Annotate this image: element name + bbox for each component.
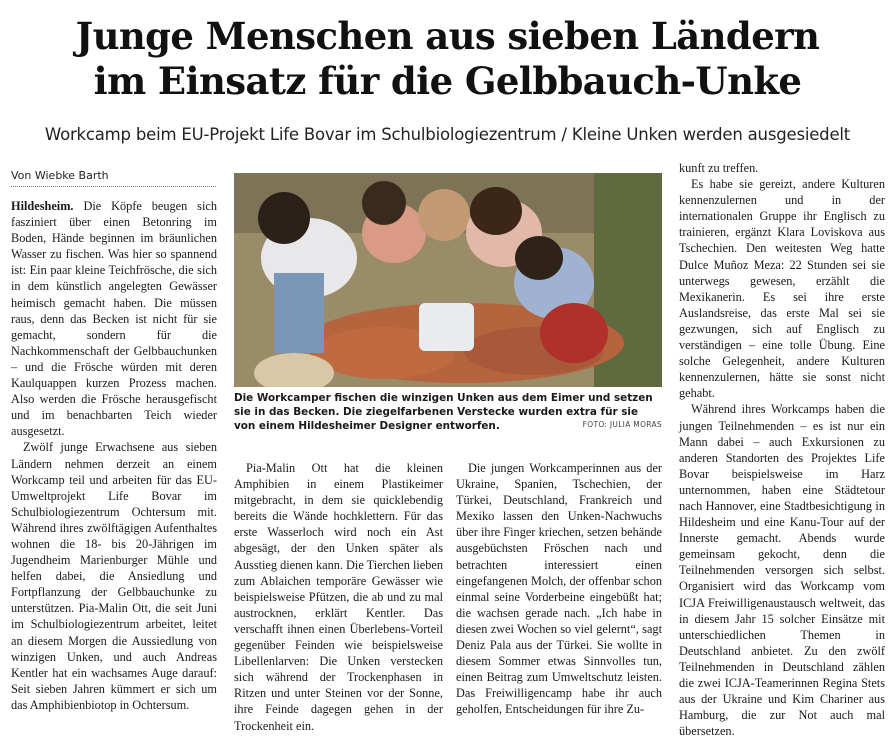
article-column-3 — [456, 460, 662, 718]
paragraph: kunft zu treffen. — [679, 161, 759, 175]
photo-caption: Die Workcamper fischen die winzigen Unken aus dem Eimer und setzen sie in das Becken. Die ziegelfarbenen Verstecke wurden extra für sie von einem Hildesheimer Designer entworfen. — [234, 392, 653, 432]
subheadline: Workcamp beim EU-Projekt Life Bovar im Schulbiologiezentrum / Kleine Unken werden ausgesiedelt — [44, 125, 851, 144]
article-column-2 — [234, 460, 443, 734]
paragraph: Während ihres Workcamps haben die jungen Teilnehmenden – es ist nur ein Mann dabei – auch Exkursionen zu anderen Standorten des Projektes Life Bovar beispielsweise im Harz unternommen, haben eine Städtetour nach Hannover, eine Stadtbesichtigung in Hildesheim und eine Kanu-Tour auf der Innerste gemacht. Abends wurde gemeinsam gekocht, denn die Teilnehmenden versorgen sich selbst. Organisiert wird das Workcamp vom ICJA Freiwilligenaustausch weltweit, das in diesem Jahr 15 solcher Einsätze mit unterschiedlichen Themen in Deutschland anbietet. Zu den zwölf Teilnehmenden in Deutschland zählen die zwei ICJA-Teamerinnen Regina Stets aus der Ukraine und Kim Chariner aus Hamburg, die zur Not auch mal übersetzen. — [679, 402, 885, 739]
paragraph-text: Die Köpfe beugen sich fasziniert über einen Betonring im Boden, Hände beginnen im bräunlichen Wasser zu fischen. Was hier so spannend ist: Ein paar kleine Teichfrösche, die sich in dem künstlich angelegten Gewässer heimisch gemacht haben. Die müssen raus, denn das Becken ist nicht für sie gemacht, sondern für die Nachkommenschaft der Gelbbauchunken – und die Frösche würden mit deren Kaulquappen kurzen Prozess machen. Also werden die Frösche herausgefischt und im benachbarten Teich wieder ausgesetzt. — [11, 199, 217, 439]
photo-credit: FOTO: JULIA MORAS — [582, 420, 662, 429]
paragraph: Die jungen Workcamperinnen aus der Ukraine, Spanien, Tschechien, der Türkei, Deutschland, Frankreich und Mexiko lassen den Unken-Nachwuchs über ihre Finger kriechen, setzen behände ausgebüchsten Fröschen nach und betrachten interessiert einen eingefangenen Molch, der offenbar schon einmal seine Vorderbeine eingebüßt hat; die wachsen gerade nach. „Ich habe in diesen zwei Wochen so viel gelernt“, sagt Deniz Pala aus der Türkei. Sie wollte in diesem Sommer etwas Sinnvolles tun, einen Beitrag zum Umweltschutz leisten. Das Freiwilligencamp habe ihr auch geholfen, Entscheidungen für ihre Zu- — [456, 461, 662, 717]
dateline: Hildesheim. — [11, 199, 74, 213]
photo-illustration — [234, 173, 662, 387]
paragraph: Pia-Malin Ott hat die kleinen Amphibien in einem Plastikeimer mitgebracht, in dem sie quicklebendig bereits die Wände hochklettern. Für das erste Wasserloch wird noch ein Ast abgesägt, der den Unken später als Ausstieg dienen kann. Die Tierchen lieben zum Ablaichen temporäre Gewässer wie beispielsweise Pfützen, die ab und zu mal austrocknen, erklärt Kentler. Das verschafft ihnen einen Überlebens-Vorteil gegenüber Feinden wie beispielsweise Libellenlarven: Die Unken verstecken sich während der Trockenphasen in Ritzen und unter Steinen vor der Sonne, ihre Feinde dagegen gehen in der Trockenheit ein. — [234, 461, 444, 733]
paragraph — [11, 198, 217, 439]
paragraph: Es habe sie gereizt, andere Kulturen kennenzulernen und in der internationalen Gruppe ihr Englisch zu trainieren, ergänzt Klara Loviskova aus Tschechien. Den weitesten Weg hatte Dulce Muñoz Meza: 22 Stunden sei sie unterwegs gewesen, erzählt die Mexikanerin. Es sei ihre erste Auslandsreise, das erste Mal sei sie gezwungen, sich auf Englisch zu verständigen – eine tolle Übung. Eine solche Gelegenheit, andere Kulturen kennenzulernen, hätte sie sonst nicht gehabt. — [679, 177, 885, 401]
byline: Von Wiebke Barth — [11, 169, 216, 187]
paragraph: Zwölf junge Erwachsene aus sieben Ländern nehmen derzeit an einem Workcamp teil und arbeiten für das EU-Umweltprojekt Life Bovar im Schulbiologiezentrum Ochtersum mit. Während ihres zwölftägigen Aufenthaltes wohnen die 18- bis 20-Jährigen im Jugendheim Marienburger Mühle und helfen dabei, die Ansiedlung und Fortpflanzung der Gelbbauchunke zu unterstützen. Pia-Malin Ott, die seit Juni im Schulbiologiezentrum arbeitet, leitet an diesem Morgen die Aussiedlung von winzigen Unken, und auch Andreas Kentler hat ein wachsames Auge darauf: Seit sieben Jahren kümmert er sich um das Amphibienbiotop in Ochtersum. — [11, 440, 217, 712]
article-column-4 — [679, 160, 885, 739]
article-photo — [234, 173, 662, 387]
headline-line-2: im Einsatz für die Gelbbauch-Unke — [93, 59, 802, 103]
article-column-1 — [11, 198, 217, 713]
headline — [0, 14, 895, 104]
headline-line-1: Junge Menschen aus sieben Ländern — [75, 14, 820, 58]
